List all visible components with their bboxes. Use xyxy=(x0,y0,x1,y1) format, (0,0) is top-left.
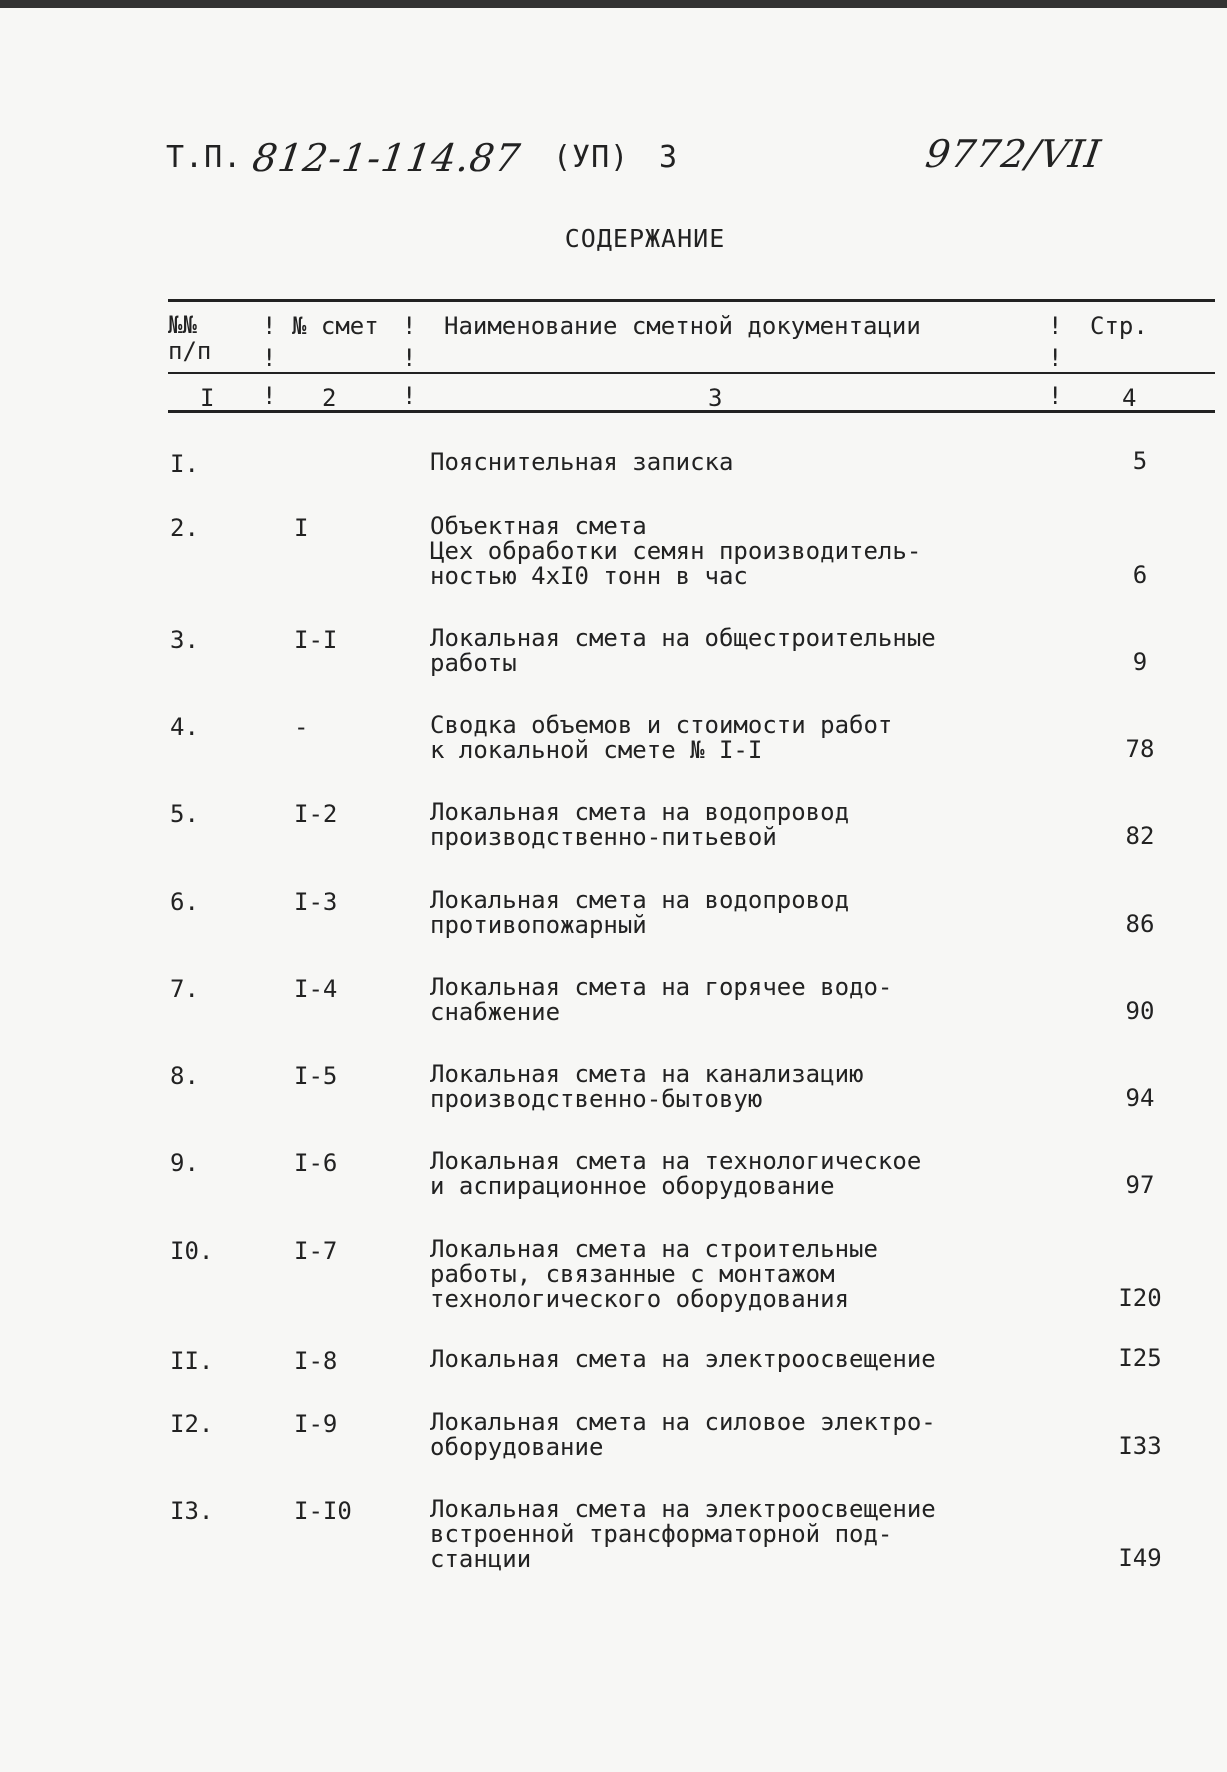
table-row xyxy=(0,1344,1227,1375)
table-row xyxy=(0,975,1227,1025)
row-name: Локальная смета на общестроительные работы xyxy=(430,624,936,677)
table-row xyxy=(0,1149,1227,1199)
table-row xyxy=(0,713,1227,763)
row-page: 86 xyxy=(1125,910,1155,938)
col-header-estimate: № смет xyxy=(292,312,379,340)
row-page: 90 xyxy=(1125,997,1155,1025)
row-number: 8. xyxy=(170,1062,199,1090)
separator: ! xyxy=(262,382,277,410)
row-estimate: I-3 xyxy=(294,888,338,916)
col-index-2: 2 xyxy=(322,384,337,412)
row-page: I20 xyxy=(1118,1284,1162,1312)
row-page: I49 xyxy=(1118,1544,1162,1572)
col-index-1: I xyxy=(200,384,215,412)
col-index-3: 3 xyxy=(708,384,723,412)
row-estimate: I xyxy=(294,514,309,542)
row-name: Локальная смета на силовое электро- оборудование xyxy=(430,1408,936,1461)
archive-number: 9772/VII xyxy=(922,132,1105,176)
table-row xyxy=(0,1497,1227,1572)
row-name: Объектная смета Цех обработки семян производитель- ностью 4хI0 тонн в час xyxy=(430,512,922,590)
col-header-name: Наименование сметной документации xyxy=(444,312,921,340)
row-name: Пояснительная записка xyxy=(430,448,734,476)
row-page: 78 xyxy=(1125,735,1155,763)
table-row xyxy=(0,626,1227,676)
separator: ! xyxy=(1048,312,1063,340)
separator: ! xyxy=(262,344,277,372)
row-number: 7. xyxy=(170,975,199,1003)
page-number: 3 xyxy=(659,140,679,175)
table-row xyxy=(0,800,1227,850)
row-name: Локальная смета на электроосвещение xyxy=(430,1345,936,1373)
separator: ! xyxy=(1048,344,1063,372)
separator: ! xyxy=(402,312,417,340)
tp-label: Т.П. xyxy=(166,140,243,175)
table-row xyxy=(0,888,1227,938)
row-estimate: I-6 xyxy=(294,1149,338,1177)
col-index-4: 4 xyxy=(1122,384,1137,412)
tp-number: 812-1-114.87 xyxy=(249,136,524,180)
row-name: Сводка объемов и стоимости работ к локальной смете № I-I xyxy=(430,711,893,764)
row-estimate: - xyxy=(294,713,309,741)
row-estimate: I-9 xyxy=(294,1410,338,1438)
table-row xyxy=(0,1237,1227,1312)
header-top-rule xyxy=(168,299,1215,302)
row-name: Локальная смета на строительные работы, связанные с монтажом технологического оборудования xyxy=(430,1235,878,1313)
row-name: Локальная смета на горячее водо- снабжение xyxy=(430,973,893,1026)
row-number: 6. xyxy=(170,888,199,916)
separator: ! xyxy=(402,344,417,372)
row-estimate: I-5 xyxy=(294,1062,338,1090)
row-number: I0. xyxy=(170,1237,214,1265)
row-page: 82 xyxy=(1125,822,1155,850)
row-number: II. xyxy=(170,1347,214,1375)
row-number: 5. xyxy=(170,800,199,828)
row-name: Локальная смета на водопровод противопожарный xyxy=(430,886,850,939)
header-mid-rule xyxy=(168,372,1215,374)
row-number: 4. xyxy=(170,713,199,741)
col-header-page: Стр. xyxy=(1090,312,1148,340)
separator: ! xyxy=(402,382,417,410)
table-row xyxy=(0,1062,1227,1112)
table-row xyxy=(0,447,1227,478)
top-border xyxy=(0,0,1227,8)
row-number: I3. xyxy=(170,1497,214,1525)
page-title: СОДЕРЖАНИЕ xyxy=(564,224,726,253)
row-estimate: I-I xyxy=(294,626,338,654)
row-number: I2. xyxy=(170,1410,214,1438)
row-estimate: I-4 xyxy=(294,975,338,1003)
row-number: 2. xyxy=(170,514,199,542)
row-page: 6 xyxy=(1132,561,1148,589)
row-estimate: I-2 xyxy=(294,800,338,828)
row-page: I33 xyxy=(1118,1432,1162,1460)
table-row xyxy=(0,514,1227,589)
separator: ! xyxy=(262,312,277,340)
row-name: Локальная смета на электроосвещение встроенной трансформаторной под- станции xyxy=(430,1495,936,1573)
row-number: 9. xyxy=(170,1149,199,1177)
row-page: 97 xyxy=(1125,1171,1155,1199)
row-estimate: I-I0 xyxy=(294,1497,352,1525)
col-header-num: №№ п/п xyxy=(168,311,212,365)
row-page: 94 xyxy=(1125,1084,1155,1112)
row-page: 9 xyxy=(1132,648,1148,676)
row-name: Локальная смета на водопровод производственно-питьевой xyxy=(430,798,850,851)
table-row xyxy=(0,1410,1227,1460)
row-estimate: I-8 xyxy=(294,1347,338,1375)
row-page: I25 xyxy=(1118,1344,1162,1372)
row-estimate: I-7 xyxy=(294,1237,338,1265)
row-name: Локальная смета на технологическое и аспирационное оборудование xyxy=(430,1147,922,1200)
row-name: Локальная смета на канализацию производственно-бытовую xyxy=(430,1060,864,1113)
separator: ! xyxy=(1048,382,1063,410)
part-number: (УП) xyxy=(553,140,630,175)
row-page: 5 xyxy=(1132,447,1148,475)
row-number: 3. xyxy=(170,626,199,654)
row-number: I. xyxy=(170,450,199,478)
